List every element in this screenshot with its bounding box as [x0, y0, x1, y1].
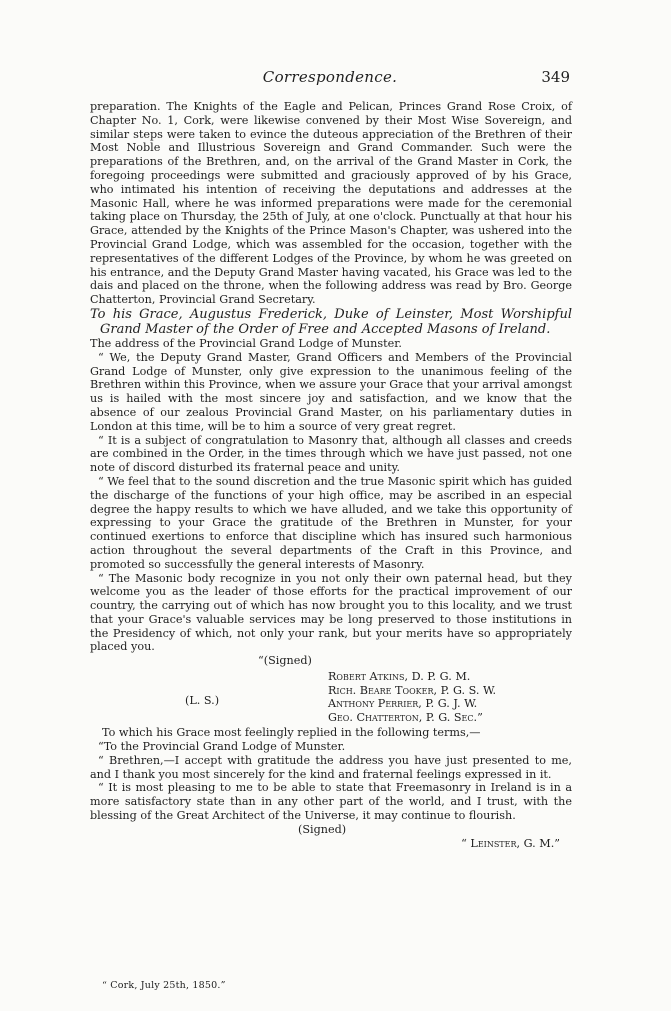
address-paragraph: “ We, the Deputy Grand Master, Grand Officers and Members of the Provincial Grand Lodge of Munster, only give expression to the unanimous feeling of the Brethren within this Province, when we assure your Grace that your arrival amongst us is hailed with the most sincere joy and satisfaction, and we know that the absence of our zealous Provincial Grand Master, on his parliamentary duties in London at this time, will be to him a source of very great regret. [90, 350, 572, 433]
seal-mark: (L. S.) [185, 694, 220, 708]
signature-block [90, 654, 572, 724]
running-header [90, 68, 570, 90]
address-of-line: The address of the Provincial Grand Lodge of Munster. [90, 336, 402, 350]
reply-paragraph: “ It is most pleasing to me to be able to state that Freemasonry in Ireland is in a more satisfactory state than in any other part of the world, and I trust, with the blessing of the Great Architect of the Universe, it may continue to flourish. [90, 781, 572, 823]
signed-label: “(Signed) [258, 654, 312, 668]
address-paragraph: “ It is a subject of congratulation to Masonry that, although all classes and creeds are combined in the Order, in the times through which we have just passed, not one note of discord disturbed its fraternal peace and unity. [90, 433, 572, 475]
paragraph: preparation. The Knights of the Eagle and Pelican, Princes Grand Rose Croix, of Chapter No. 1, Cork, were likewise convened by their Most Wise Sovereign, and similar steps were taken to evince the duteous appreciation of the Brethren of their Most Noble and Illustrious Sovereign and Grand Commander. Such were the preparations of the Brethren, and, on the arrival of the Grand Master in Cork, the foregoing proceedings were submitted and graciously approved of by his Grace, who intimated his intention of receiving the deputations and addresses at the Masonic Hall, where he was informed preparations were made for the ceremonial taking place on Thursday, the 25th of July, at one o'clock. Punctually at that hour his Grace, attended by the Knights of the Prince Mason's Chapter, was ushered into the Provincial Grand Lodge, which was assembled for the occasion, together with the representatives of the different Lodges of the Province, by whom he was greeted on his entrance, and the Deputy Grand Master having vacated, his Grace was led to the dais and placed on the throne, when the following address was read by Bro. George Chatterton, Provincial Grand Secretary. [90, 100, 572, 307]
signatory-name: Geo. Chatterton, P. G. Sec.” [328, 710, 483, 724]
signatory-list [328, 670, 496, 724]
reply-signed-label: (Signed) [298, 822, 347, 836]
reply-signature [90, 823, 572, 853]
reply-signatory: “ Leinster, G. M.” [461, 836, 560, 850]
page-title: Correspondence. [262, 68, 398, 86]
page-number: 349 [541, 68, 570, 86]
reply-paragraph: “ Brethren,—I accept with gratitude the address you have just presented to me, and I thank you most sincerely for the kind and fraternal feelings expressed in it. [90, 753, 572, 781]
address-paragraph: “ We feel that to the sound discretion and the true Masonic spirit which has guided the discharge of the functions of your high office, may be ascribed in an especial degree the happy results to which we have alluded, and we take this opportunity of expressing to your Grace the gratitude of the Brethren in Munster, for your continued exertions to enforce that discipline which has insured such harmonious action throughout the several departments of the Craft in this Province, and promoted so successfully the general interests of Masonry. [90, 474, 572, 571]
signatory-name: Rich. Beare Tooker, P. G. S. W. [328, 683, 497, 697]
signatory-name: Anthony Perrier, P. G. J. W. [328, 697, 478, 711]
signatory-name: Robert Atkins, D. P. G. M. [328, 670, 471, 684]
reply-intro: To which his Grace most feelingly replied in the following terms,— [102, 726, 481, 740]
address-heading: To his Grace, Augustus Frederick, Duke of Leinster, Most Worshipful Grand Master of the Order of Free and Accepted Masons of Ireland. [90, 306, 572, 337]
reply-salutation: “To the Provincial Grand Lodge of Munster. [98, 740, 346, 754]
page-body [90, 100, 572, 853]
address-paragraph: “ The Masonic body recognize in you not only their own paternal head, but they welcome you as the leader of those efforts for the practical improvement of our country, the carrying out of which has now brought you to this locality, and we trust that your Grace's valuable services may be long preserved to those institutions in the Presidency of which, not only your rank, but your merits have so appropriately placed you. [90, 571, 572, 654]
dateline: “ Cork, July 25th, 1850.” [102, 980, 226, 991]
